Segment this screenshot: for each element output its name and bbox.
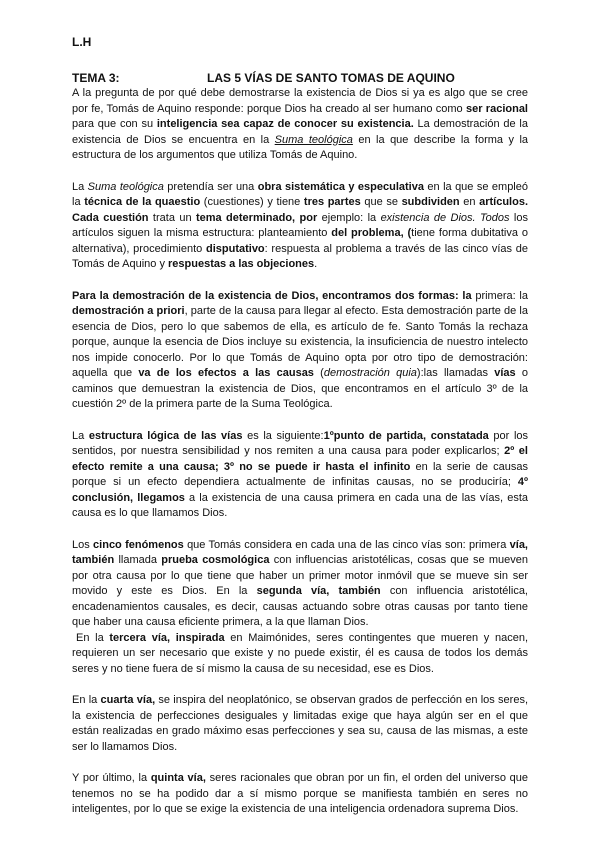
bold-run: del problema, ( — [331, 227, 412, 239]
suma-teologica-reference: Suma teológica — [274, 133, 353, 146]
paragraph-third-way — [72, 631, 528, 678]
text-run: llamada — [114, 554, 162, 566]
text-run: en la que describe la forma y la estructura de los argumentos que utiliza Tomás de Aquino. — [72, 133, 529, 161]
text-run: A la pregunta de por qué debe demostrarse la existencia de Dios si ya es algo que se cree por fe, Tomás de Aquino responde: porque Dios ha creado al ser humano como — [72, 87, 528, 115]
text-run: : respuesta al problema a través de las cinco vías de Tomás de Aquino y — [72, 242, 528, 270]
text-run: Los — [72, 538, 94, 551]
paragraph-suma — [72, 180, 528, 273]
bold-run: tema determinado, por — [195, 211, 318, 224]
bold-run: estructura lógica de las vías — [88, 429, 243, 442]
text-run: con influencia aristotélica, encadenamientos causales, es decir, causas actuando sobre otras causas por tanto tiene que haber una causa eficiente primera, a la que llaman Dios. — [72, 585, 528, 628]
paragraph-logical-structure — [72, 429, 528, 522]
text-run: que se — [360, 196, 402, 208]
text-run: a la existencia de una causa primera en cada una de las vías, esta causa es lo que llamamos Dios. — [72, 491, 529, 519]
text-run: es la siguiente: — [242, 429, 324, 442]
topic-subject: LAS 5 VÍAS DE SANTO TOMAS DE AQUINO — [207, 71, 455, 85]
document-body — [72, 86, 528, 834]
bold-run: prueba cosmológica — [161, 554, 270, 566]
page-title — [72, 71, 532, 85]
text-run: Y por último, la — [72, 772, 151, 784]
text-run: trata un — [148, 211, 196, 224]
bold-run: cinco fenómenos — [93, 538, 184, 551]
text-run: en Maimónides, seres contingentes que mueren y nacen, requieren un ser necesario que existe y no puede existir, él es causa de todos los demás seres y no tiene fuera de sí mismo la causa de su necesidad, ese es Dios. — [72, 631, 529, 675]
topic-label: TEMA 3: — [72, 71, 120, 85]
paragraph-demonstration — [72, 289, 528, 413]
text-run: pretendía ser una — [163, 180, 258, 193]
text-run: primera: la — [471, 289, 528, 302]
text-run: en la que se empleó la — [72, 180, 528, 208]
bold-run: Para la demostración de la existencia de Dios, encontramos dos formas: la — [72, 289, 472, 302]
bold-run: obra sistemática y especulativa — [257, 180, 424, 193]
text-run: ( — [313, 367, 324, 379]
text-run: o caminos que demuestran la existencia de Dios, que encontramos en el artículo 3º de la cuestión 2º de la primera parte de la Suma Teológica. — [72, 367, 528, 410]
text-run: . — [314, 258, 318, 270]
author-initials: L.H — [72, 35, 92, 49]
bold-run: 4º conclusión, llegamos — [72, 476, 528, 504]
bold-run: va de los efectos a las causas — [138, 367, 314, 379]
text-run: ):las llamadas — [416, 367, 495, 379]
paragraph-fifth-way — [72, 771, 528, 818]
bold-run: disputativo — [205, 242, 265, 255]
bold-run: demostración a priori — [72, 305, 185, 317]
text-run: en — [459, 196, 480, 208]
text-run: , parte de la causa para llegar al efecto. Esta demostración parte de la esencia de Dios, pero lo que sabemos de ella, es artículo de fe. Santo Tomás la rechaza porque, aunque la esencia de Dios incluye su existencia, la insuficiencia de nuestro intelecto nos impide conocerlo. Por lo que Tomás de Aquino opta por otro tipo de demostración: aquella que — [72, 305, 528, 379]
text-run: La demostración de la existencia de Dios se encuentra en la — [72, 118, 528, 146]
text-run: que Tomás considera en cada una de las cinco vías son: primera — [183, 538, 510, 551]
bold-run: vía, también — [72, 538, 528, 566]
text-run: con influencias aristotélicas, cosas que se mueven por otra causa por lo que tiene que haber un primer motor inmóvil que se mueve sin ser movido y este es Dios. En la — [72, 554, 528, 597]
bold-run: segunda vía, también — [256, 585, 381, 597]
text-run: en la serie de causas porque si un efecto dependiera actualmente de infinitas causas, no se produciría; — [72, 460, 529, 488]
italic-run: Suma teológica — [87, 180, 164, 193]
text-run: La — [72, 180, 88, 193]
italic-run: demostración quia — [323, 367, 417, 379]
text-run: tiene forma dubitativa o alternativa), procedimiento — [72, 227, 528, 255]
bold-run: técnica de la quaestio — [84, 196, 201, 208]
bold-run: artículos. Cada cuestión — [72, 196, 528, 224]
text-run: se inspira del neoplatónico, se observan grados de perfección en los seres, la existencia de perfecciones desiguales y limitadas exige que haya algún ser en el que están realizadas en grado máximo esas perfecciones y sea su, causa de las mismas, a este ser lo llamamos Dios. — [72, 694, 528, 753]
text-run: La — [72, 429, 89, 442]
bold-run: tres partes — [303, 196, 361, 208]
text-run: los artículos siguen la misma estructura: planteamiento — [72, 211, 528, 239]
paragraph-fourth-way — [72, 693, 528, 755]
text-run: (cuestiones) y tiene — [200, 196, 304, 208]
bold-run: vías — [494, 367, 516, 379]
text-run: ejemplo: la — [317, 211, 381, 224]
bold-run: 2º el efecto remite a una causa; 3º no se puede ir hasta el infinito — [72, 445, 528, 473]
text-run: seres racionales que obran por un fin, el orden del universo que tenemos no se ha podido dar a sí mismo porque se manifiesta también en seres no inteligentes, por lo que se exige la existencia de una inteligencia ordenadora suprema Dios. — [72, 772, 528, 815]
paragraph-five-phenomena — [72, 538, 528, 631]
text-run: En la — [76, 631, 110, 644]
italic-run: existencia de Dios. Todos — [380, 211, 510, 224]
bold-run: subdividen — [401, 196, 460, 208]
paragraph-intro — [72, 86, 528, 164]
text-run: por los sentidos, por nuestra sensibilidad y nos remiten a una causa para poder explicarlos; — [72, 429, 528, 457]
bold-run: cuarta vía, — [100, 694, 156, 706]
bold-run: quinta vía, — [150, 772, 206, 784]
text-run: En la — [72, 694, 101, 706]
bold-run: tercera vía, inspirada — [109, 631, 225, 644]
bold-run: 1ºpunto de partida, constatada — [323, 429, 489, 442]
bold-run: ser racional — [465, 102, 528, 115]
text-run: para que con su — [72, 118, 157, 130]
bold-run: inteligencia sea capaz de conocer su existencia. — [156, 118, 414, 130]
bold-run: respuestas a las objeciones — [168, 258, 315, 270]
